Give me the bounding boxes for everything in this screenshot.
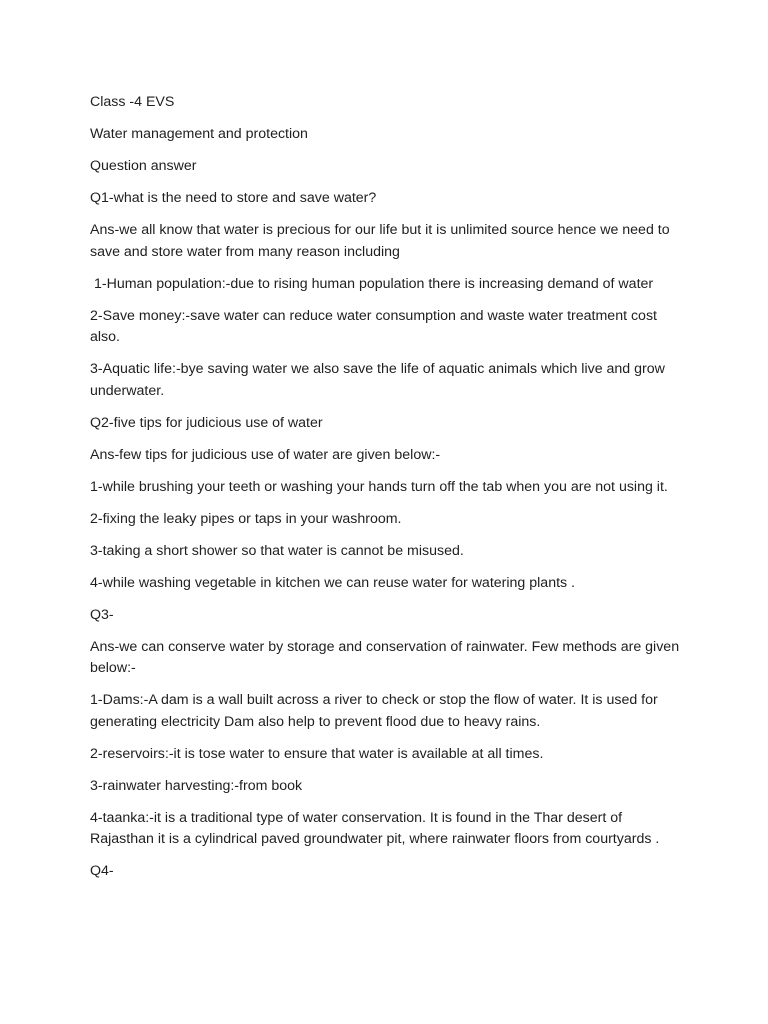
answer-2-point-2: 2-fixing the leaky pipes or taps in your washroom. [90, 510, 402, 527]
answer-1-point-1: 1-Human population:-due to rising human population there is increasing demand of water [90, 275, 654, 292]
answer-1: Ans-we all know that water is precious for our life but it is unlimited source hence we need to save and store water from many reason including [90, 222, 674, 260]
answer-3-point-1: 1-Dams:-A dam is a wall built across a river to check or stop the flow of water. It is used for generating electricity Dam also help to prevent flood due to heavy rains. [90, 692, 662, 730]
answer-2-point-4: 4-while washing vegetable in kitchen we can reuse water for watering plants . [90, 574, 576, 591]
document-topic-heading: Water management and protection [90, 126, 308, 142]
answer-2: Ans-few tips for judicious use of water are given below:- [90, 446, 441, 463]
question-3: Q3- [90, 606, 114, 623]
answer-3-point-2: 2-reservoirs:-it is tose water to ensure that water is available at all times. [90, 745, 544, 762]
question-4: Q4- [90, 863, 114, 879]
document-page [90, 92, 682, 893]
question-2: Q2-five tips for judicious use of water [90, 414, 323, 431]
answer-3: Ans-we can conserve water by storage and conservation of rainwater. Few methods are given below:- [90, 638, 684, 676]
document-section-heading: Question answer [90, 158, 197, 174]
answer-2-point-3: 3-taking a short shower so that water is cannot be misused. [90, 542, 464, 559]
answer-3-point-4: 4-taanka:-it is a traditional type of water conservation. It is found in the Thar desert of Rajasthan it is a cylindrical paved groundwater pit, where rainwater floors from courtyards . [90, 809, 660, 847]
answer-1-point-2: 2-Save money:-save water can reduce water consumption and waste water treatment cost also. [90, 307, 661, 345]
answer-3-point-3: 3-rainwater harvesting:-from book [90, 777, 303, 794]
question-1: Q1-what is the need to store and save water? [90, 190, 377, 206]
answer-1-point-3: 3-Aquatic life:-bye saving water we also save the life of aquatic animals which live and grow underwater. [90, 361, 669, 399]
document-class-heading: Class -4 EVS [90, 94, 175, 110]
answer-2-point-1: 1-while brushing your teeth or washing your hands turn off the tab when you are not using it. [90, 478, 668, 495]
